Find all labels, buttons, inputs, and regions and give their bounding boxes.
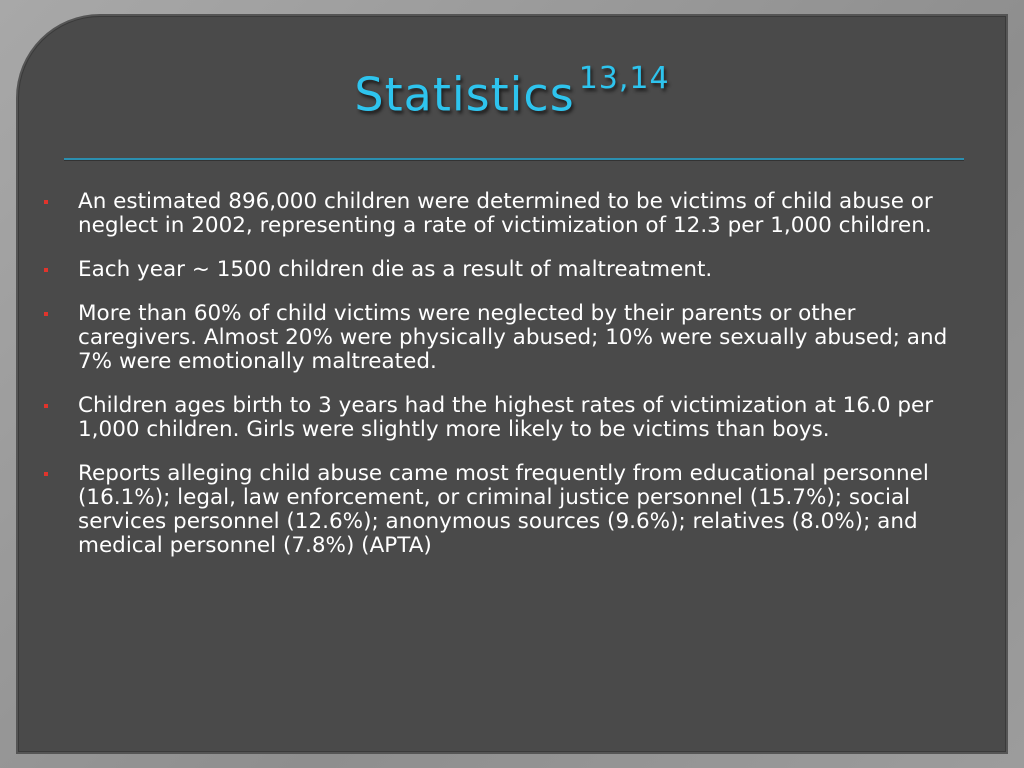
bullet-text: An estimated 896,000 children were determined to be victims of child abuse or neglect in 2002, representing a rate of victimization of 12.3 per 1,000 children. bbox=[78, 189, 933, 238]
title-divider bbox=[64, 158, 964, 160]
bullet-text: More than 60% of child victims were neglected by their parents or other caregivers. Almost 20% were physically abused; 10% were sexually abused; and 7% were emotionally maltreated. bbox=[78, 301, 948, 374]
title-area bbox=[0, 61, 1024, 122]
slide-title-text: Statistics bbox=[354, 67, 575, 122]
bullet-marker-icon bbox=[44, 200, 48, 204]
bullet-item bbox=[44, 302, 964, 374]
bullet-text: Children ages birth to 3 years had the highest rates of victimization at 16.0 per 1,000 children. Girls were slightly more likely to be victims than boys. bbox=[78, 393, 934, 442]
bullet-marker-icon bbox=[44, 404, 48, 408]
bullet-item bbox=[44, 462, 964, 558]
title-citation: 13,14 bbox=[578, 61, 670, 96]
bullet-marker-icon bbox=[44, 312, 48, 316]
bullet-item bbox=[44, 258, 964, 282]
slide-title bbox=[354, 61, 670, 122]
bullet-item bbox=[44, 394, 964, 442]
bullet-item bbox=[44, 190, 964, 238]
bullet-marker-icon bbox=[44, 268, 48, 272]
bullet-text: Reports alleging child abuse came most frequently from educational personnel (16.1%); legal, law enforcement, or criminal justice personnel (15.7%); social services personnel (12.6%); anonymous sources (9.6%); relatives (8.0%); and medical personnel (7.8%) (APTA) bbox=[78, 461, 929, 558]
bullet-marker-icon bbox=[44, 472, 48, 476]
bullet-list bbox=[44, 190, 964, 578]
bullet-text: Each year ~ 1500 children die as a result of maltreatment. bbox=[78, 257, 713, 282]
